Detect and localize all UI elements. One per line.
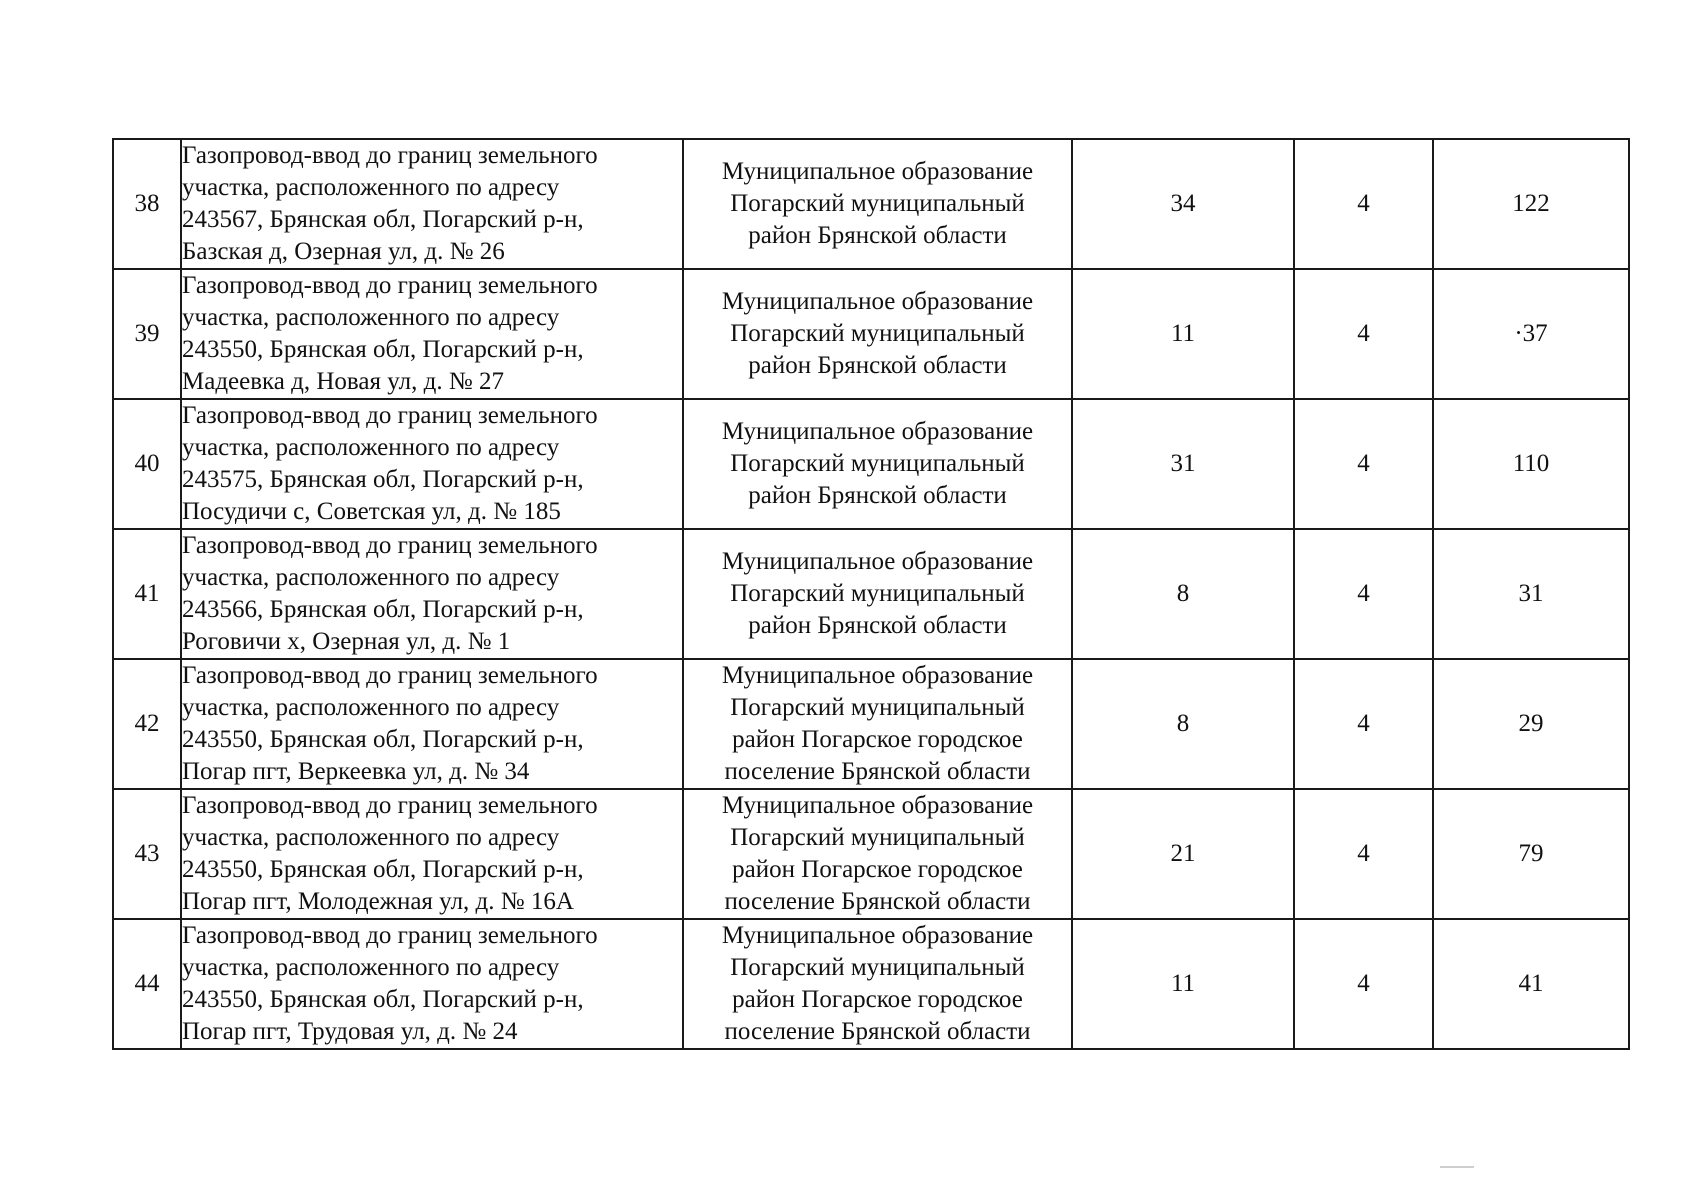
owner-cell [683, 659, 1072, 789]
value-1-cell [1072, 529, 1294, 659]
object-description-cell [181, 659, 683, 789]
owner-line: район Брянской области [748, 222, 1007, 249]
value-1-cell [1072, 789, 1294, 919]
row-number-cell [113, 919, 181, 1049]
value-2: 4 [1357, 970, 1370, 997]
object-description-line: Газопровод-ввод до границ земельного [182, 662, 598, 689]
value-3-cell [1433, 789, 1629, 919]
object-description-line: 243550, Брянская обл, Погарский р-н, [182, 986, 584, 1013]
value-3: 41 [1518, 970, 1544, 997]
owner-line: район Брянской области [748, 482, 1007, 509]
object-description-line: 243575, Брянская обл, Погарский р-н, [182, 466, 584, 493]
row-number-cell [113, 269, 181, 399]
object-description-line: Базская д, Озерная ул, д. № 26 [182, 238, 505, 265]
value-3-cell [1433, 919, 1629, 1049]
object-description-line: Погар пгт, Молодежная ул, д. № 16А [182, 888, 574, 915]
owner-line: Погарский муниципальный [730, 580, 1025, 607]
object-description-line: 243550, Брянская обл, Погарский р-н, [182, 726, 584, 753]
table-body [113, 139, 1629, 1049]
owner-cell [683, 269, 1072, 399]
object-description-line: участка, расположенного по адресу [182, 304, 560, 331]
object-description-line: участка, расположенного по адресу [182, 564, 560, 591]
value-1: 34 [1170, 190, 1196, 217]
owner-line: район Погарское городское [732, 726, 1023, 753]
owner-cell [683, 399, 1072, 529]
value-1: 11 [1170, 970, 1196, 997]
object-description-line: участка, расположенного по адресу [182, 694, 560, 721]
table-row [113, 789, 1629, 919]
value-2-cell [1294, 529, 1433, 659]
object-description-line: участка, расположенного по адресу [182, 954, 560, 981]
row-number: 42 [134, 710, 160, 737]
gas-pipeline-registry-table [112, 138, 1630, 1050]
owner-line: Муниципальное образование [721, 662, 1034, 689]
row-number: 38 [134, 190, 160, 217]
value-1-cell [1072, 269, 1294, 399]
object-description-line: 243550, Брянская обл, Погарский р-н, [182, 856, 584, 883]
row-number: 44 [134, 970, 160, 997]
value-3: ·37 [1514, 320, 1548, 347]
owner-line: Муниципальное образование [721, 922, 1034, 949]
owner-line: район Погарское городское [732, 856, 1023, 883]
owner-line: Погарский муниципальный [730, 450, 1025, 477]
object-description-line: 243550, Брянская обл, Погарский р-н, [182, 336, 584, 363]
object-description-line: Газопровод-ввод до границ земельного [182, 792, 598, 819]
owner-line: Муниципальное образование [721, 158, 1034, 185]
value-2-cell [1294, 789, 1433, 919]
owner-line: Погарский муниципальный [730, 824, 1025, 851]
row-number: 39 [134, 320, 160, 347]
object-description-cell [181, 139, 683, 269]
row-number: 41 [134, 580, 160, 607]
table-row [113, 139, 1629, 269]
table-row [113, 399, 1629, 529]
owner-line: поселение Брянской области [724, 888, 1031, 915]
value-3-cell [1433, 399, 1629, 529]
owner-line: Муниципальное образование [721, 548, 1034, 575]
row-number-cell [113, 789, 181, 919]
object-description-line: Посудичи с, Советская ул, д. № 185 [182, 498, 561, 525]
value-3: 29 [1518, 710, 1544, 737]
object-description-cell [181, 399, 683, 529]
owner-line: Погарский муниципальный [730, 694, 1025, 721]
object-description-cell [181, 529, 683, 659]
value-2: 4 [1357, 710, 1370, 737]
owner-line: район Брянской области [748, 612, 1007, 639]
object-description-cell [181, 789, 683, 919]
owner-line: Муниципальное образование [721, 792, 1034, 819]
value-1: 21 [1170, 840, 1196, 867]
row-number: 40 [134, 450, 160, 477]
object-description-line: Газопровод-ввод до границ земельного [182, 272, 598, 299]
row-number: 43 [134, 840, 160, 867]
value-1: 8 [1176, 710, 1190, 737]
value-3-cell [1433, 529, 1629, 659]
object-description-line: участка, расположенного по адресу [182, 434, 560, 461]
object-description-line: Газопровод-ввод до границ земельного [182, 402, 598, 429]
object-description-line: 243566, Брянская обл, Погарский р-н, [182, 596, 584, 623]
object-description-cell [181, 919, 683, 1049]
object-description-line: Роговичи х, Озерная ул, д. № 1 [182, 628, 511, 655]
owner-line: Погарский муниципальный [730, 190, 1025, 217]
value-3: 110 [1512, 450, 1550, 477]
owner-line: район Погарское городское [732, 986, 1023, 1013]
owner-cell [683, 919, 1072, 1049]
value-2: 4 [1357, 450, 1370, 477]
value-1: 31 [1170, 450, 1196, 477]
value-1-cell [1072, 659, 1294, 789]
object-description-cell [181, 269, 683, 399]
owner-line: Погарский муниципальный [730, 320, 1025, 347]
scan-artifact [1440, 1166, 1474, 1168]
row-number-cell [113, 399, 181, 529]
value-2: 4 [1357, 580, 1370, 607]
table-row [113, 659, 1629, 789]
owner-line: Погарский муниципальный [730, 954, 1025, 981]
value-2-cell [1294, 659, 1433, 789]
owner-line: Муниципальное образование [721, 288, 1034, 315]
value-2-cell [1294, 269, 1433, 399]
owner-line: район Брянской области [748, 352, 1007, 379]
value-1: 11 [1170, 320, 1196, 347]
value-3: 31 [1518, 580, 1544, 607]
object-description-line: Газопровод-ввод до границ земельного [182, 922, 598, 949]
owner-cell [683, 529, 1072, 659]
value-3: 122 [1512, 190, 1550, 217]
row-number-cell [113, 659, 181, 789]
value-3: 79 [1518, 840, 1544, 867]
table-row [113, 269, 1629, 399]
object-description-line: Погар пгт, Веркеевка ул, д. № 34 [182, 758, 530, 785]
table-row [113, 529, 1629, 659]
object-description-line: Газопровод-ввод до границ земельного [182, 142, 598, 169]
value-2-cell [1294, 139, 1433, 269]
value-3-cell [1433, 269, 1629, 399]
object-description-line: участка, расположенного по адресу [182, 824, 560, 851]
value-1: 8 [1176, 580, 1190, 607]
table-row [113, 919, 1629, 1049]
value-1-cell [1072, 399, 1294, 529]
owner-line: поселение Брянской области [724, 758, 1031, 785]
value-2-cell [1294, 399, 1433, 529]
object-description-line: Мадеевка д, Новая ул, д. № 27 [182, 368, 504, 395]
object-description-line: Погар пгт, Трудовая ул, д. № 24 [182, 1018, 518, 1045]
value-1-cell [1072, 139, 1294, 269]
value-3-cell [1433, 139, 1629, 269]
value-2: 4 [1357, 190, 1370, 217]
owner-cell [683, 789, 1072, 919]
row-number-cell [113, 529, 181, 659]
object-description-line: Газопровод-ввод до границ земельного [182, 532, 598, 559]
owner-line: поселение Брянской области [724, 1018, 1031, 1045]
value-1-cell [1072, 919, 1294, 1049]
object-description-line: участка, расположенного по адресу [182, 174, 560, 201]
value-2: 4 [1357, 320, 1370, 347]
value-2-cell [1294, 919, 1433, 1049]
value-3-cell [1433, 659, 1629, 789]
owner-cell [683, 139, 1072, 269]
row-number-cell [113, 139, 181, 269]
value-2: 4 [1357, 840, 1370, 867]
object-description-line: 243567, Брянская обл, Погарский р-н, [182, 206, 584, 233]
owner-line: Муниципальное образование [721, 418, 1034, 445]
